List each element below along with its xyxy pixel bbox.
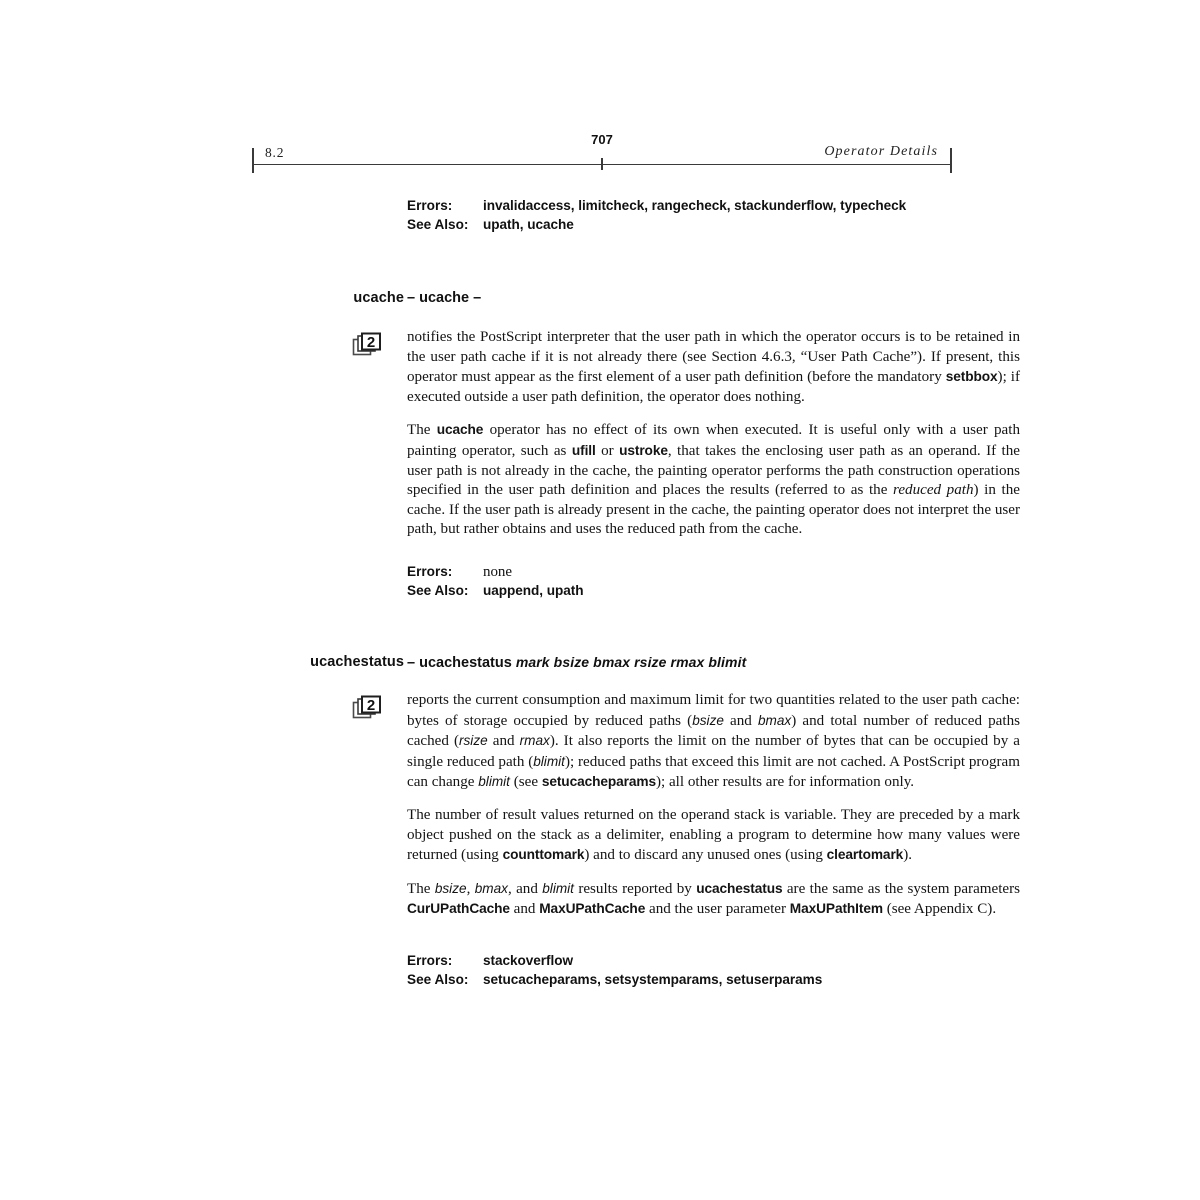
languagelevel2-icon — [352, 695, 382, 725]
header-rule-tick-left — [252, 148, 254, 173]
svg-text:2: 2 — [366, 697, 376, 714]
text-run: and — [487, 733, 520, 750]
parameter-reference: CurUPathCache — [407, 901, 510, 917]
text-run: ) and total number of reduced paths cached ( — [407, 712, 1020, 750]
operator-reference: ufill — [571, 442, 596, 458]
parameter-reference: MaxUPathItem — [789, 901, 883, 917]
errors-row — [407, 564, 1020, 583]
operand-name: bsize — [692, 712, 724, 728]
operator-name: ucachestatus — [310, 654, 404, 670]
operand-name: bmax — [474, 880, 508, 896]
header-title: Operator Details — [824, 144, 938, 159]
emphasis-term: reduced path — [893, 482, 974, 499]
operand-name: rsize — [458, 733, 488, 749]
errors-row — [407, 198, 1020, 217]
operator-reference: ustroke — [619, 442, 668, 458]
header-rule-tick-right — [950, 148, 952, 173]
page-number: 707 — [591, 132, 613, 147]
see-also-row — [407, 583, 1020, 602]
errors-label: Errors: — [407, 564, 453, 579]
text-run: The — [407, 422, 437, 439]
operand-name: blimit — [478, 774, 510, 790]
operator-reference: setucacheparams — [541, 774, 656, 790]
text-run: ) and to discard any unused ones (using — [584, 847, 827, 864]
paragraph — [407, 328, 1020, 407]
paragraph — [407, 879, 1020, 920]
see-also-label: See Also: — [407, 216, 469, 232]
text-run: results reported by — [573, 880, 697, 897]
ucache-body — [407, 328, 1020, 540]
errors-see-also-table — [407, 198, 1020, 235]
operator-syntax-operands: mark bsize bmax rsize rmax blimit — [515, 654, 747, 670]
operand-name: blimit — [542, 880, 574, 896]
errors-label: Errors: — [407, 953, 453, 968]
see-also-value: upath, ucache — [483, 216, 574, 232]
operator-reference: setbbox — [945, 369, 998, 385]
errors-value: none — [483, 564, 512, 580]
text-run: ). — [903, 847, 912, 864]
operator-reference: ucachestatus — [696, 880, 783, 896]
see-also-value: setucacheparams, setsystemparams, setuserparams — [483, 971, 823, 987]
operator-syntax-prefix: – ucache – — [407, 290, 482, 306]
see-also-value: uappend, upath — [483, 582, 584, 598]
errors-value: invalidaccess, limitcheck, rangecheck, stackunderflow, typecheck — [483, 198, 907, 213]
ucachestatus-body — [407, 691, 1020, 920]
text-run: ) in the cache. If the user path is already present in the cache, the painting operator does not interpret the user path, but rather obtains and uses the reduced path from the cache. — [407, 482, 1020, 538]
paragraph — [407, 806, 1020, 866]
text-run: (see Appendix C). — [882, 901, 997, 918]
see-also-row — [407, 217, 1020, 236]
operator-reference: counttomark — [502, 847, 585, 863]
errors-label: Errors: — [407, 198, 453, 213]
text-run: and — [723, 712, 758, 729]
text-run: ); reduced paths that exceed this limit are not cached. A PostScript program can change — [407, 753, 1020, 791]
svg-text:2: 2 — [366, 334, 376, 351]
paragraph — [407, 691, 1020, 793]
text-run: The number of result values returned on the operand stack is variable. They are preceded by a mark object pushed on the stack as a delimiter, enabling a program to determine how many values were returned (using — [407, 806, 1020, 864]
text-run: and — [509, 901, 540, 918]
running-head — [252, 132, 952, 172]
text-run: are the same as the system parameters — [782, 880, 1020, 897]
ucachestatus-errors-see-also — [407, 953, 1020, 990]
errors-row — [407, 953, 1020, 972]
operand-name: bsize — [434, 880, 467, 896]
text-run: The — [407, 880, 435, 897]
operand-name: rmax — [519, 733, 550, 749]
operator-reference: ucache — [436, 422, 484, 438]
text-run: ); if executed outside a user path definition, the operator does nothing. — [407, 369, 1020, 405]
text-run: ). It also reports the limit on the number of bytes that can be occupied by a single reduced path ( — [407, 733, 1021, 770]
errors-value: stackoverflow — [483, 953, 574, 968]
operand-name: blimit — [533, 753, 565, 769]
top-meta-block — [276, 198, 1020, 235]
text-run: ); all other results are for information only. — [655, 774, 915, 791]
see-also-row — [407, 972, 1020, 991]
text-run: operator has no effect of its own when executed. It is useful only with a user path painting operator, such as — [407, 422, 1020, 459]
text-run: , — [466, 880, 475, 897]
header-rule-tick-center — [601, 158, 603, 170]
text-run: (see — [509, 774, 542, 791]
see-also-label: See Also: — [407, 582, 469, 598]
header-section-number: 8.2 — [265, 145, 285, 160]
languagelevel2-icon — [352, 332, 382, 362]
paragraph — [407, 420, 1020, 540]
operator-syntax — [407, 290, 481, 306]
text-run: and the user parameter — [645, 901, 790, 918]
text-run: reports the current consumption and maximum limit for two quantities related to the user path cache: bytes of storage occupied by reduced paths ( — [407, 692, 1020, 729]
text-run: , that takes the enclosing user path as an operand. If the user path is not already in the cache, the painting operator performs the path construction operations specified in the user path definition and places the results (referred to as the — [407, 442, 1020, 499]
operator-name: ucache — [353, 290, 404, 306]
see-also-label: See Also: — [407, 971, 469, 987]
operator-reference: cleartomark — [826, 847, 904, 863]
text-run: or — [595, 442, 620, 459]
text-run: , and — [507, 880, 543, 897]
operator-syntax — [407, 654, 746, 671]
parameter-reference: MaxUPathCache — [539, 901, 646, 917]
ucache-errors-see-also — [407, 564, 1020, 601]
operator-syntax-prefix: – ucachestatus — [407, 655, 512, 671]
text-run: notifies the PostScript interpreter that the user path in which the operator occurs is to be retained in the user path cache if it is not already there (see Section 4.6.3, “User Path Cache”). If present, this operator must appear as the first element of a user path definition (before the mandatory — [407, 329, 1020, 386]
operand-name: bmax — [757, 712, 792, 728]
